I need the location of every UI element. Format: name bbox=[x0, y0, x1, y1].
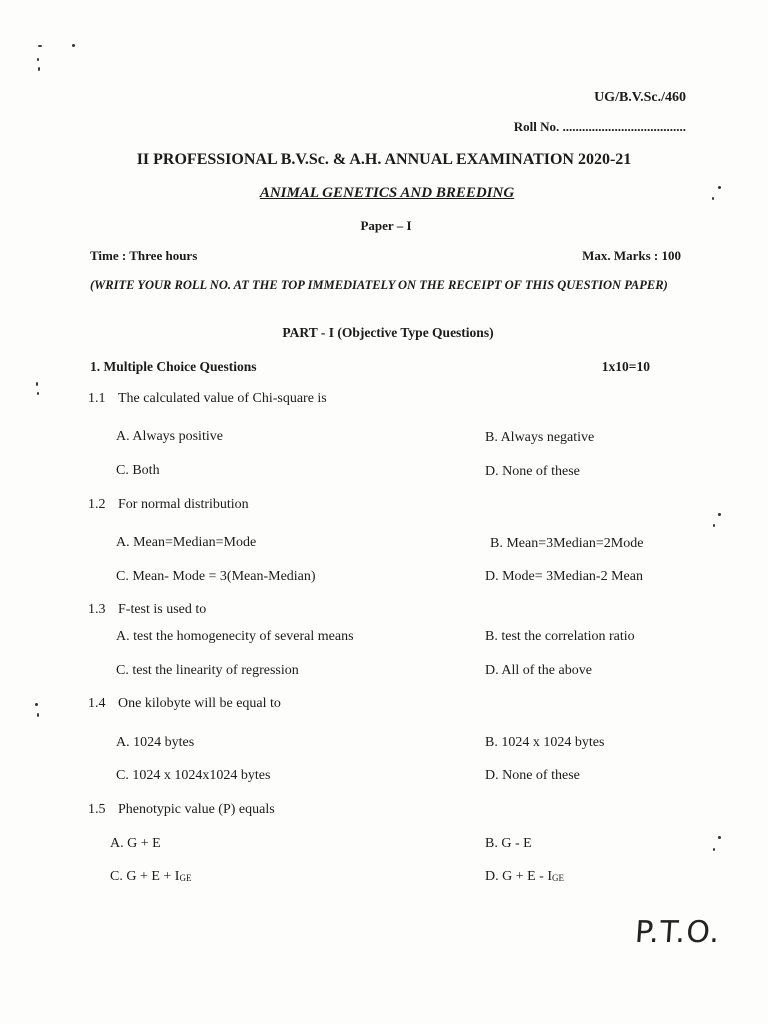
option-text: D. G + E - I bbox=[485, 869, 552, 884]
question-number: 1.3 bbox=[88, 602, 106, 617]
option-d: D. Mode= 3Median-2 Mean bbox=[485, 569, 643, 584]
option-c: C. Mean- Mode = 3(Mean-Median) bbox=[116, 569, 316, 584]
scan-speck bbox=[718, 513, 721, 516]
question-text: F-test is used to bbox=[118, 602, 207, 617]
option-c: C. test the linearity of regression bbox=[116, 663, 299, 678]
option-a: A. test the homogenecity of several means bbox=[116, 629, 354, 644]
time-allowed: Time : Three hours bbox=[90, 248, 198, 263]
question-text: For normal distribution bbox=[118, 497, 249, 512]
scan-speck bbox=[712, 197, 714, 200]
option-a: A. 1024 bytes bbox=[116, 735, 195, 750]
question-1-5 bbox=[88, 802, 275, 818]
option-subscript: GE bbox=[179, 873, 192, 883]
option-d: D. All of the above bbox=[485, 663, 592, 678]
section-heading: 1. Multiple Choice Questions bbox=[90, 359, 257, 374]
option-a: A. Always positive bbox=[116, 429, 223, 444]
question-1-4 bbox=[88, 696, 281, 712]
scan-speck bbox=[37, 392, 39, 395]
scan-speck bbox=[718, 186, 721, 189]
instruction-text: (WRITE YOUR ROLL NO. AT THE TOP IMMEDIATELY ON THE RECEIPT OF THIS QUESTION PAPER) bbox=[90, 278, 668, 292]
part-heading: PART - I (Objective Type Questions) bbox=[282, 325, 494, 340]
question-1-2 bbox=[88, 497, 249, 513]
question-1-1 bbox=[88, 391, 327, 407]
question-number: 1.5 bbox=[88, 802, 106, 817]
scan-speck bbox=[72, 44, 75, 47]
option-subscript: GE bbox=[552, 873, 564, 883]
scan-speck bbox=[713, 524, 715, 527]
option-b: B. test the correlation ratio bbox=[485, 629, 635, 644]
scan-speck bbox=[36, 382, 38, 386]
paper-number: Paper – I bbox=[360, 218, 412, 233]
question-text: The calculated value of Chi-square is bbox=[118, 391, 327, 406]
option-d: D. None of these bbox=[485, 464, 580, 479]
option-a: A. Mean=Median=Mode bbox=[116, 535, 257, 550]
scan-speck bbox=[38, 45, 42, 47]
question-1-3 bbox=[88, 602, 206, 618]
option-text: C. G + E + I bbox=[110, 869, 180, 884]
section-marks: 1x10=10 bbox=[601, 359, 650, 374]
subject-title: ANIMAL GENETICS AND BREEDING bbox=[259, 185, 515, 201]
max-marks: Max. Marks : 100 bbox=[582, 248, 681, 263]
option-b: B. Mean=3Median=2Mode bbox=[490, 536, 644, 551]
option-b: B. G - E bbox=[485, 836, 532, 851]
roll-number-field: Roll No. ...................................... bbox=[513, 119, 686, 134]
option-c: C. 1024 x 1024x1024 bytes bbox=[116, 768, 271, 783]
scan-speck bbox=[35, 703, 38, 706]
scan-speck bbox=[38, 67, 40, 71]
option-b: B. 1024 x 1024 bytes bbox=[485, 735, 605, 750]
scan-speck bbox=[37, 713, 39, 717]
scan-speck bbox=[718, 836, 721, 839]
question-number: 1.2 bbox=[88, 497, 106, 512]
option-a: A. G + E bbox=[110, 836, 161, 851]
option-c: C. Both bbox=[116, 463, 160, 478]
option-c bbox=[110, 869, 191, 885]
scan-speck bbox=[37, 58, 39, 61]
scan-speck bbox=[713, 848, 715, 851]
pto-handwritten-note: P.T.O. bbox=[633, 915, 722, 950]
option-b: B. Always negative bbox=[485, 430, 595, 445]
option-d bbox=[485, 869, 564, 885]
question-number: 1.1 bbox=[88, 391, 106, 406]
question-text: One kilobyte will be equal to bbox=[118, 696, 281, 711]
exam-title: II PROFESSIONAL B.V.Sc. & A.H. ANNUAL EXAMINATION 2020-21 bbox=[136, 151, 632, 168]
question-text: Phenotypic value (P) equals bbox=[118, 802, 275, 817]
paper-code: UG/B.V.Sc./460 bbox=[594, 90, 686, 105]
question-number: 1.4 bbox=[88, 696, 106, 711]
option-d: D. None of these bbox=[485, 768, 580, 783]
